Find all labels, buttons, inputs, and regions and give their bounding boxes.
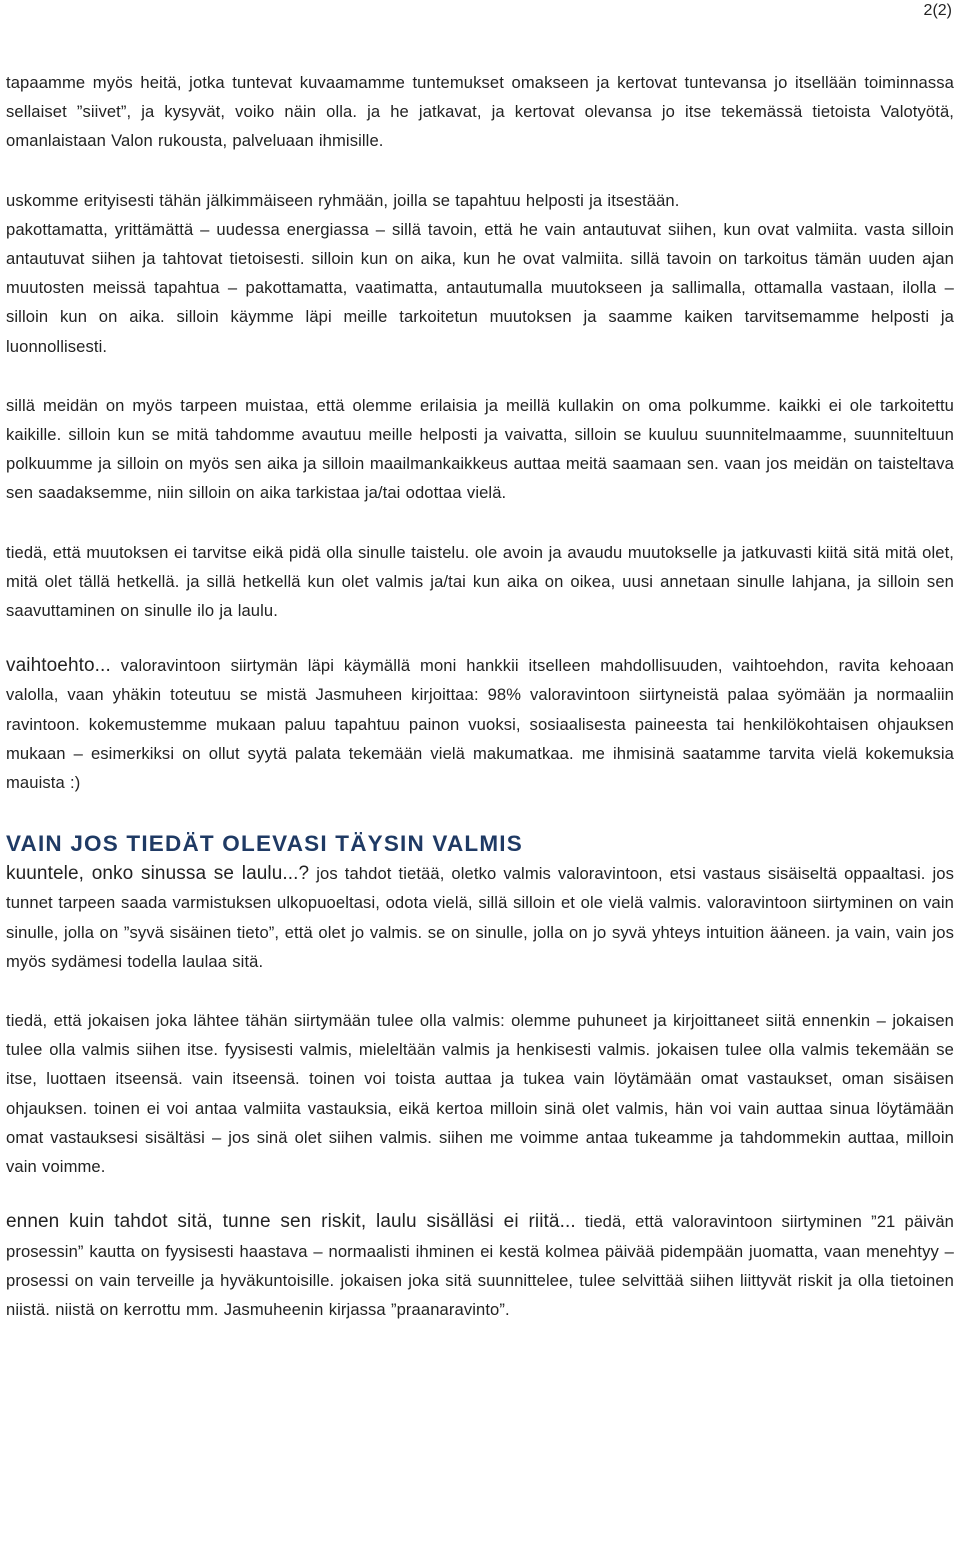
paragraph-1: tapaamme myös heitä, jotka tuntevat kuvaamamme tuntemukset omakseen ja kertovat tuntevansa jo itsellään toiminnassa sellaiset ”siivet”, ja kysyvät, voiko näin olla. ja he jatkavat, ja kertovat olevansa jo itse tekemässä tietoista Valotyötä, omanlaistaan Valon rukousta, palveluaan ihmisille. <box>6 73 954 151</box>
paragraph-2: uskomme erityisesti tähän jälkimmäiseen ryhmään, joilla se tapahtuu helposti ja itsestään. <box>6 190 680 210</box>
document-body <box>6 68 954 1324</box>
page-number: 2(2) <box>923 2 952 19</box>
paragraph-5: tiedä, että muutoksen ei tarvitse eikä pidä olla sinulle taistelu. ole avoin ja avaudu muutokselle ja jatkuvasti kiitä sitä mitä olet, mitä olet tällä hetkellä. ja sillä hetkellä kun olet valmis ja/tai kun aika on oikea, uusi annetaan sinulle lahjana, ja silloin sen saavuttaminen on sinulle ilo ja laulu. <box>6 542 954 621</box>
paragraph-9-lead: ennen kuin tahdot sitä, tunne sen riskit, laulu sisälläsi ei riitä... <box>6 1211 576 1233</box>
paragraph-6-lead: vaihtoehto... <box>6 655 111 677</box>
paragraph-7 <box>6 859 954 976</box>
section-heading: VAIN JOS TIEDÄT OLEVASI TÄYSIN VALMIS <box>6 831 523 857</box>
paragraph-6 <box>6 651 954 797</box>
paragraph-6-text: valoravintoon siirtymän läpi käymällä moni hankkii itselleen mahdollisuuden, vaihtoehdon, ravita kehoaan valolla, vaan yhäkin toteutuu se mistä Jasmuheen kirjoittaa: 98% valoravintoon siirtyneistä palaa syömään ja normaaliin ravintoon. kokemustemme mukaan paluu tapahtuu painon vuoksi, sosiaalisesta paineesta tai henkilökohtaisen ohjauksen mukaan – esimerkiksi on ollut syytä palata tekemään vielä makumatkaa. me ihmisinä saatamme tarvita vielä kokemuksia mauista :) <box>6 656 954 793</box>
paragraph-9-text: tiedä, että valoravintoon siirtyminen ”21 päivän prosessin” kautta on fyysisesti haastava – normaalisti ihminen ei kestä kolmea päivää pidempään juomatta, vaan menehtyy – prosessi on vain terveille ja hyväkuntoisille. jokaisen joka sitä suunnittelee, tulee selvittää siihen liittyvät riskit ja olla tietoinen niistä. niistä on kerrottu mm. Jasmuheenin kirjassa ”praanaravinto”. <box>6 1212 954 1319</box>
paragraph-9 <box>6 1207 954 1324</box>
paragraph-4: sillä meidän on myös tarpeen muistaa, että olemme erilaisia ja meillä kullakin on oma polkumme. kaikki ei ole tarkoitettu kaikille. silloin kun se mitä tahdomme avautuu meille helposti ja vaivatta, silloin se kuuluu suunnitelmaamme, suunniteltuun polkuumme ja silloin on myös sen aika ja silloin maailmankaikkeus auttaa meitä saamaan sen. vaan jos meidän on taisteltava sen saadaksemme, niin silloin on aika tarkistaa ja/tai odottaa vielä. <box>6 395 954 503</box>
paragraph-3: pakottamatta, yrittämättä – uudessa energiassa – sillä tavoin, että he vain antautuvat siihen, kun ovat valmiita. vasta silloin antautuvat siihen ja tahtovat tietoisesti. silloin kun on aika, kun he ovat valmiita. sillä tavoin on tarkoitus tämän uuden ajan muutosten meissä tapahtua – pakottamatta, vaatimatta, antautumalla muutokseen ja sallimalla, ottamalla vastaan, ilolla – silloin kun on aika. silloin käymme läpi meille tarkoitetun muutoksen ja saamme kaiken tarvitsemamme helposti ja luonnollisesti. <box>6 219 954 356</box>
paragraph-7-lead: kuuntele, onko sinussa se laulu...? <box>6 863 310 885</box>
paragraph-7-text: jos tahdot tietää, oletko valmis valoravintoon, etsi vastaus sisäiseltä oppaaltasi. jos tunnet tarpeen saada varmistuksen ulkopuoeltasi, odota vielä, sillä silloin et ole vielä valmis. valoravintoon siirtyminen on vain sinulle, jolla on ”syvä sisäinen tieto”, että olet jo valmis. se on sinulle, jolla on jo syvä yhteys intuition ääneen. ja vain, vain jos myös sydämesi todella laulaa sitä. <box>6 864 955 971</box>
paragraph-8: tiedä, että jokaisen joka lähtee tähän siirtymään tulee olla valmis: olemme puhuneet ja kirjoittaneet siitä ennenkin – jokaisen tulee olla valmis siihen itse. fyysisesti valmis, mieleltään valmis ja henkisesti valmis. jokaisen tulee olla valmis tekemään se itse, luottaen itseensä. vain itseensä. toinen voi toista auttaa ja tukea vain löytämään omat vastaukset, oman sisäisen ohjauksen. toinen ei voi antaa valmiita vastauksia, eikä kertoa milloin sinä olet valmis, hän voi vain auttaa sinua löytämään omat vastauksesi sisältäsi – jos sinä olet siihen valmis. siihen me voimme antaa tukeamme ja tahdommekin auttaa, milloin vain voimme. <box>6 1011 954 1177</box>
